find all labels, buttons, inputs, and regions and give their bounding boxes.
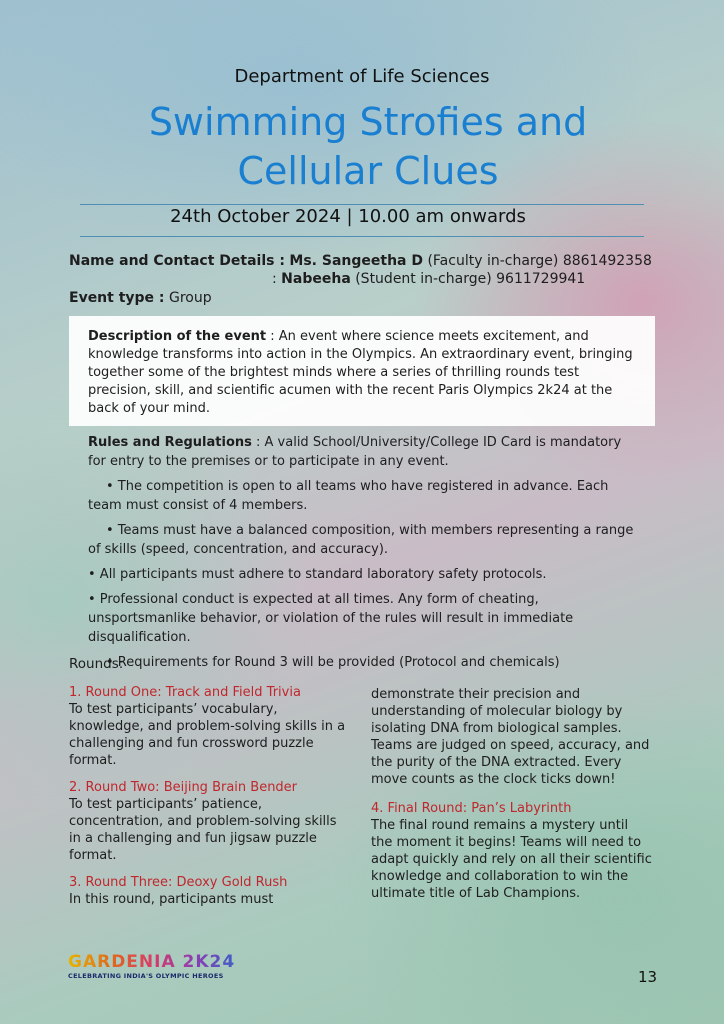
rule-item: • All participants must adhere to standard laboratory safety protocols. [88, 567, 547, 582]
rules-intro-text: : A valid School/University/College ID Card is mandatory for entry to the premises or to participate in any event. [88, 435, 622, 469]
contact-student-line [272, 270, 585, 288]
logo-text: GARDENIA 2K24 [68, 952, 238, 972]
rules-intro [88, 433, 640, 471]
rounds-right-column [371, 686, 653, 902]
contact-faculty-line [69, 252, 652, 270]
round-2-text: To test participants’ patience, concentration, and problem-solving skills in a challenging and fun jigsaw puzzle format. [69, 797, 337, 863]
contact-label: Name and Contact Details : [69, 253, 285, 269]
round-1-title: 1. Round One: Track and Field Trivia [69, 685, 301, 700]
rules-section [88, 433, 640, 678]
event-title [0, 98, 724, 196]
rule-item: • Requirements for Round 3 will be provided (Protocol and chemicals) [106, 655, 560, 670]
student-detail: (Student in-charge) 9611729941 [350, 271, 586, 287]
description-body: : An event where science meets excitement, and knowledge transforms into action in the Olympics. An extraordinary event, bringing together some of the brightest minds where a series of thrilling rounds test precision, skill, and scientific acumen with the recent Paris Olympics 2k24 at the back of your mind. [88, 329, 633, 416]
description-label: Description of the event [88, 329, 267, 344]
round-3-text-continued: demonstrate their precision and understanding of molecular biology by isolating DNA from biological samples. Teams are judged on speed, accuracy, and the purity of the DNA extracted. Every move counts as the clock ticks down! [371, 687, 650, 787]
description-text [88, 328, 638, 418]
top-divider [80, 204, 644, 205]
round-4-text: The final round remains a mystery until the moment it begins! Teams will need to adapt quickly and rely on all their scientific knowledge and collaboration to win the ultimate title of Lab Champions. [371, 818, 652, 901]
rule-item: • The competition is open to all teams who have registered in advance. Each team must consist of 4 members. [88, 479, 609, 513]
event-date: 24th October 2024 | 10.00 am onwards [170, 206, 526, 227]
bottom-divider [80, 236, 644, 237]
rule-item: • Professional conduct is expected at all times. Any form of cheating, unsportsmanlike behavior, or violation of the rules will result in immediate disqualification. [88, 592, 574, 645]
rules-label: Rules and Regulations [88, 435, 252, 450]
faculty-name: Ms. Sangeetha D [289, 253, 423, 269]
event-type-value: Group [164, 290, 212, 306]
page-number: 13 [638, 968, 658, 986]
event-title-line-2: Cellular Clues [237, 149, 499, 193]
round-3-text-start: In this round, participants must [69, 892, 274, 907]
rule-item: • Teams must have a balanced composition, with members representing a range of skills (speed, concentration, and accuracy). [88, 523, 634, 557]
rounds-heading: Rounds: [69, 656, 124, 672]
student-prefix: : [272, 271, 282, 287]
logo-tagline: CELEBRATING INDIA'S OLYMPIC HEROES [68, 972, 224, 980]
gardenia-logo [68, 952, 238, 988]
event-title-line-1: Swimming Strofies and [148, 100, 588, 144]
round-4-title: 4. Final Round: Pan’s Labyrinth [371, 801, 572, 816]
rounds-left-column [69, 684, 349, 908]
round-2-title: 2. Round Two: Beijing Brain Bender [69, 780, 298, 795]
faculty-detail: (Faculty in-charge) 8861492358 [423, 253, 652, 269]
department-heading: Department of Life Sciences [234, 66, 490, 87]
student-name: Nabeeha [281, 271, 351, 287]
round-3-title: 3. Round Three: Deoxy Gold Rush [69, 875, 288, 890]
round-1-text: To test participants’ vocabulary, knowledge, and problem-solving skills in a challenging and fun crossword puzzle format. [69, 702, 346, 768]
event-type-line [69, 289, 212, 307]
event-type-label: Event type : [69, 290, 165, 306]
